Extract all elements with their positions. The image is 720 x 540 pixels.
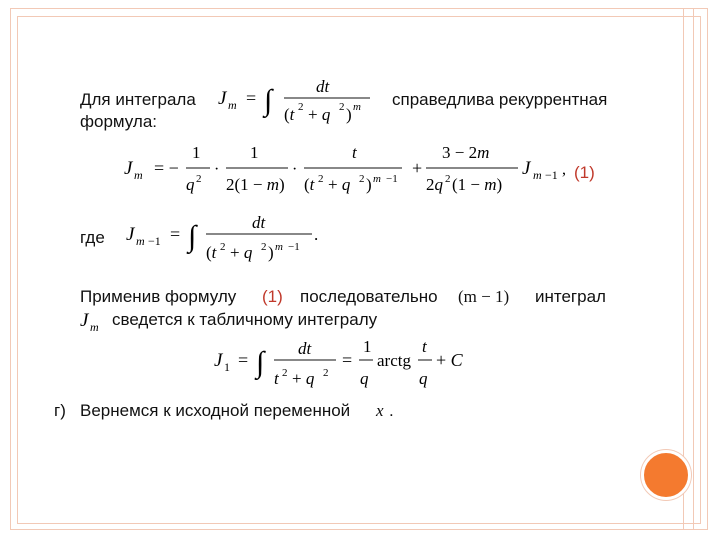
svg-text:1: 1 <box>250 143 259 162</box>
svg-text:arctg: arctg <box>377 351 411 370</box>
svg-text:2: 2 <box>323 367 329 379</box>
svg-text:(t: (t <box>284 105 295 124</box>
svg-text:J: J <box>214 350 223 371</box>
svg-text:1: 1 <box>224 360 230 374</box>
svg-text:J: J <box>126 224 135 245</box>
step-period: . <box>389 401 394 420</box>
svg-text:(t: (t <box>206 243 217 262</box>
where-label: где <box>80 228 105 247</box>
svg-text:(t: (t <box>304 175 315 194</box>
svg-text:1: 1 <box>192 143 201 162</box>
svg-text:): ) <box>268 243 274 262</box>
svg-text:t: t <box>274 369 279 388</box>
intro-line-2: формула: <box>80 112 157 131</box>
svg-text:2: 2 <box>445 173 451 185</box>
step-marker: г) <box>54 401 66 420</box>
formula-table-integral <box>210 332 480 392</box>
svg-text:m: m <box>275 241 283 253</box>
svg-text:2: 2 <box>359 173 365 185</box>
svg-text:q: q <box>186 175 195 194</box>
svg-text:1: 1 <box>363 337 372 356</box>
svg-text:m: m <box>136 234 145 248</box>
formula-recurrence <box>120 138 575 202</box>
formula-jm-definition <box>212 70 382 132</box>
svg-text:t: t <box>352 143 357 162</box>
svg-text:m: m <box>134 168 143 182</box>
svg-text:2: 2 <box>196 173 202 185</box>
svg-text:∫: ∫ <box>188 220 197 253</box>
svg-text:−1: −1 <box>545 168 558 182</box>
orange-circle-decoration <box>641 450 691 500</box>
svg-text:=: = <box>342 350 353 370</box>
apply-count: (m − 1) <box>458 287 510 306</box>
svg-text:=: = <box>170 224 181 244</box>
frame-rail <box>683 8 684 530</box>
svg-text:J: J <box>218 88 227 109</box>
svg-text:2: 2 <box>261 241 267 253</box>
step-variable: x <box>376 401 384 420</box>
svg-text:+ q: + q <box>230 243 253 262</box>
svg-text:+: + <box>412 158 423 178</box>
svg-text:m: m <box>228 98 237 112</box>
svg-text:dt: dt <box>316 77 330 96</box>
svg-text:2: 2 <box>282 367 288 379</box>
svg-text:+ C: + C <box>436 350 463 370</box>
apply-middle: последовательно <box>300 287 438 306</box>
equation-number: (1) <box>574 163 595 182</box>
svg-text:= −: = − <box>154 158 179 178</box>
svg-text:−1: −1 <box>386 173 398 185</box>
svg-text:m: m <box>373 173 381 185</box>
svg-text:dt: dt <box>298 339 312 358</box>
formula-jm-symbol <box>78 306 108 336</box>
svg-text:2: 2 <box>220 241 226 253</box>
formula-jm-minus-1 <box>122 206 332 268</box>
svg-text:t: t <box>422 337 427 356</box>
reduce-text: сведется к табличному интегралу <box>112 310 378 329</box>
svg-text:2q: 2q <box>426 175 443 194</box>
frame-rail <box>693 8 694 530</box>
svg-text:J: J <box>80 310 89 331</box>
svg-text:2(1 − m): 2(1 − m) <box>226 175 285 194</box>
svg-text:m: m <box>353 101 361 113</box>
svg-text:J: J <box>124 158 133 179</box>
svg-text:=: = <box>246 88 257 108</box>
svg-text:q: q <box>419 369 428 388</box>
svg-text:,: , <box>562 161 566 178</box>
svg-text:(1 − m): (1 − m) <box>452 175 503 194</box>
svg-text:2: 2 <box>318 173 324 185</box>
svg-text:m: m <box>90 320 99 334</box>
svg-text:): ) <box>366 175 372 194</box>
svg-text:): ) <box>346 105 352 124</box>
svg-text:−1: −1 <box>288 241 300 253</box>
svg-text:2: 2 <box>339 101 345 113</box>
apply-end: интеграл <box>535 287 606 306</box>
svg-text:∫: ∫ <box>264 84 273 117</box>
svg-text:m: m <box>533 168 542 182</box>
svg-text:+ q: + q <box>292 369 315 388</box>
step-text: Вернемся к исходной переменной <box>80 401 351 420</box>
svg-text:dt: dt <box>252 213 266 232</box>
intro-prefix: Для интеграла <box>80 90 196 109</box>
apply-reference: (1) <box>262 287 283 306</box>
svg-text:+ q: + q <box>328 175 351 194</box>
svg-text:−1: −1 <box>148 234 161 248</box>
svg-text:∫: ∫ <box>256 346 265 379</box>
svg-text:·: · <box>292 161 298 178</box>
svg-text:.: . <box>314 225 319 244</box>
svg-text:2: 2 <box>298 101 304 113</box>
svg-text:3 − 2m: 3 − 2m <box>442 143 490 162</box>
svg-text:q: q <box>360 369 369 388</box>
svg-text:J: J <box>522 158 531 179</box>
svg-text:+ q: + q <box>308 105 331 124</box>
intro-suffix: справедлива рекуррентная <box>392 90 608 109</box>
svg-text:=: = <box>238 350 249 370</box>
apply-prefix: Применив формулу <box>80 287 237 306</box>
svg-text:·: · <box>214 161 220 178</box>
